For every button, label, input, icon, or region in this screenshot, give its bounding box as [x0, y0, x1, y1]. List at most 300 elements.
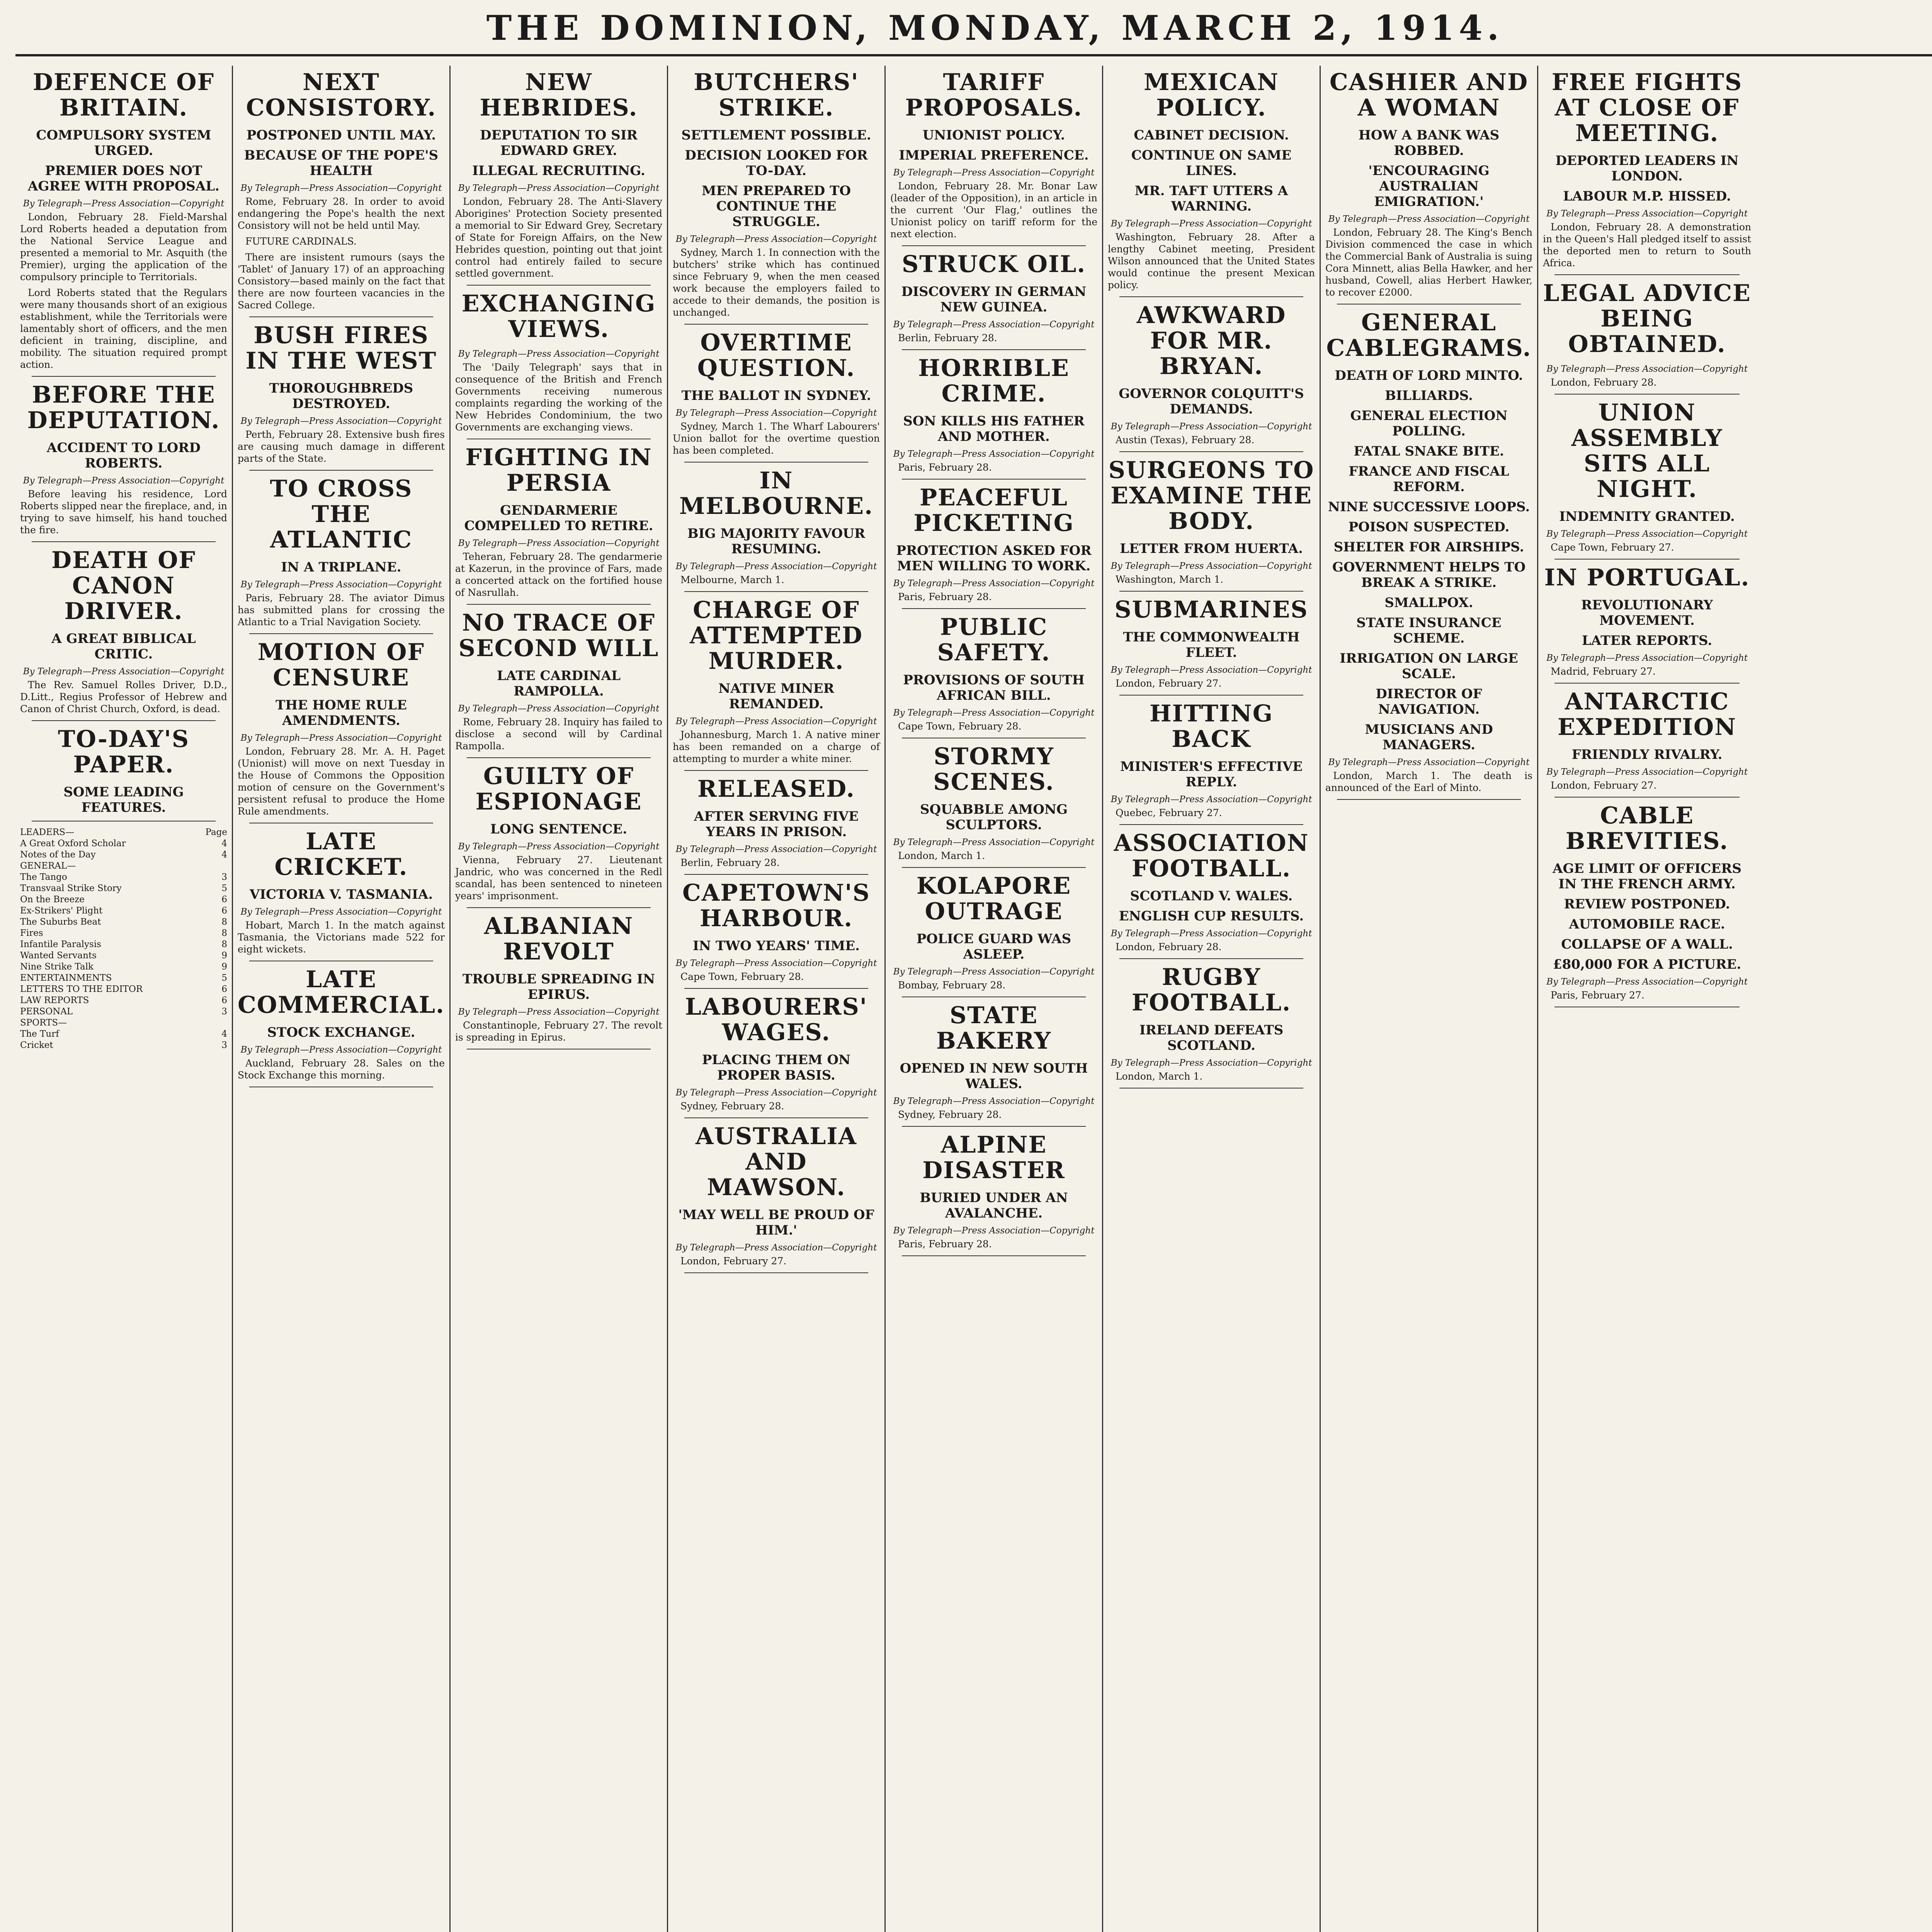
article-subheadline: NATIVE MINER REMANDED. — [718, 681, 834, 712]
article-headline: TO CROSS THE ATLANTIC — [270, 475, 413, 553]
contents-page: 4 — [221, 1029, 227, 1039]
article — [1543, 70, 1751, 275]
article-rule — [249, 470, 433, 471]
press-credit: By Telegraph—Press Association—Copyright — [240, 733, 442, 743]
article — [1108, 303, 1315, 452]
article-headline: IN MELBOURNE. — [679, 467, 874, 520]
contents-label: PERSONAL — [20, 1007, 73, 1017]
article-headline: UNION ASSEMBLY SITS ALL NIGHT. — [1571, 399, 1723, 503]
article-paragraph: The 'Daily Telegraph' says that in consequence of the British and French Governments receiving numerous complaints regarding the working of the New Hebrides Condominium, the two Governments are exchanging views. — [455, 362, 662, 433]
article-headline: FREE FIGHTS AT CLOSE OF MEETING. — [1551, 69, 1743, 147]
article-subheadline: SON KILLS HIS FATHER AND MOTHER. — [903, 413, 1085, 444]
press-credit: By Telegraph—Press Association—Copyright — [23, 476, 224, 486]
article-rule — [32, 720, 216, 721]
press-credit: By Telegraph—Press Association—Copyright — [893, 837, 1095, 847]
article-headline: RUGBY FOOTBALL. — [1131, 964, 1291, 1016]
article — [673, 994, 880, 1118]
article-paragraph: Sydney, March 1. In connection with the butchers' strike which has continued since February 9, when the men ceased work because the employers failed to accede to their demands, the position is unchanged. — [673, 247, 880, 318]
article-subheadline: FRIENDLY RIVALRY. — [1571, 747, 1723, 762]
article — [673, 468, 880, 592]
contents-label: SPORTS— — [20, 1018, 67, 1028]
press-credit: By Telegraph—Press Association—Copyright — [458, 349, 660, 359]
article-headline: TO-DAY'S PAPER. — [58, 726, 190, 778]
article-subheadline: REVIEW POSTPONED. — [1564, 896, 1730, 912]
contents-line — [20, 838, 227, 849]
article-paragraph: Berlin, February 28. — [898, 332, 997, 344]
column-8 — [1538, 66, 1756, 1932]
press-credit: By Telegraph—Press Association—Copyright — [893, 967, 1095, 977]
contents-label: Notes of the Day — [20, 850, 96, 860]
contents-line — [20, 849, 227, 861]
article-subheadline: MEN PREPARED TO CONTINUE THE STRUGGLE. — [701, 183, 851, 230]
article-subheadline: 'MAY WELL BE PROUD OF HIM.' — [678, 1207, 874, 1238]
article-headline: NEXT CONSISTORY. — [246, 69, 437, 121]
article-paragraph: London, February 28. The Anti-Slavery Aborigines' Protection Society presented a memorial to Sir Edward Grey, Secretary of State for Foreign Affairs, on the New Hebrides question, pointing out that joint control had entirely failed to secure settled government. — [455, 196, 662, 279]
article-rule — [684, 988, 868, 989]
contents-label: Ex-Strikers' Plight — [20, 906, 103, 916]
article-rule — [684, 1117, 868, 1118]
press-credit: By Telegraph—Press Association—Copyright — [675, 716, 877, 726]
article-rule — [1554, 683, 1740, 684]
article — [238, 639, 445, 823]
article-paragraph: London, March 1. The death is announced of the Earl of Minto. — [1325, 770, 1532, 793]
press-credit: By Telegraph—Press Association—Copyright — [675, 1243, 877, 1253]
article — [1543, 281, 1751, 395]
article-subheadline: STOCK EXCHANGE. — [267, 1025, 415, 1040]
article-rule — [1119, 824, 1303, 825]
article-paragraph: Sydney, March 1. The Wharf Labourers' Union ballot for the overtime question has been completed. — [673, 421, 880, 456]
masthead-rule — [15, 54, 1932, 56]
press-credit: By Telegraph—Press Association—Copyright — [1111, 665, 1312, 675]
contents-label: Transvaal Strike Story — [20, 883, 122, 893]
article-subheadline: IRELAND DEFEATS SCOTLAND. — [1139, 1022, 1284, 1053]
contents-page: 3 — [221, 1040, 227, 1050]
article — [1108, 457, 1315, 592]
article-rule — [684, 462, 868, 463]
article-subheadline: BURIED UNDER AN AVALANCHE. — [920, 1190, 1068, 1221]
article-headline: MEXICAN POLICY. — [1144, 69, 1279, 121]
article-headline: FIGHTING IN PERSIA — [465, 444, 652, 497]
article-subheadline: GENDARMERIE COMPELLED TO RETIRE. — [464, 503, 653, 534]
article-rule — [467, 285, 651, 286]
article — [890, 1132, 1097, 1256]
contents-page: 3 — [221, 1007, 227, 1017]
article-subheadline: GOVERNOR COLQUITT'S DEMANDS. — [1119, 386, 1304, 417]
article — [238, 476, 445, 634]
contents-label: The Tango — [20, 872, 67, 882]
press-credit: By Telegraph—Press Association—Copyright — [675, 844, 877, 854]
contents-page: 5 — [221, 973, 227, 983]
article-rule — [902, 1126, 1086, 1127]
press-credit: By Telegraph—Press Association—Copyright — [893, 168, 1095, 178]
contents-page: 8 — [221, 928, 227, 938]
article-subheadline: COLLAPSE OF A WALL. — [1561, 937, 1733, 952]
article — [673, 776, 880, 875]
article-rule — [1554, 559, 1740, 560]
contents-line — [20, 1029, 227, 1040]
article-rule — [1554, 274, 1740, 275]
article-subheadline: THE BALLOT IN SYDNEY. — [681, 388, 871, 403]
article — [890, 485, 1097, 609]
contents-label: Fires — [20, 928, 43, 938]
article-subheadline: DEPUTATION TO SIR EDWARD GREY. — [480, 128, 638, 158]
article-subheadline: 'ENCOURAGING AUSTRALIAN EMIGRATION.' — [1368, 163, 1490, 209]
article-subheadline: THE COMMONWEALTH FLEET. — [1123, 629, 1300, 660]
contents-line — [20, 928, 227, 939]
article-paragraph: London, February 27. — [1116, 678, 1222, 689]
article-paragraph: London, February 27. — [1551, 780, 1657, 791]
article-subheadline: MR. TAFT UTTERS A WARNING. — [1134, 183, 1288, 214]
article-paragraph: Lord Roberts stated that the Regulars were many thousands short of an exigious establishment, while the Territorials were lamentably short of officers, and the men deficient in training, discipline, and mobility. The situation required prompt action. — [20, 287, 227, 370]
article — [455, 764, 662, 908]
article-paragraph: Paris, February 28. — [898, 462, 992, 473]
article — [20, 382, 227, 542]
article-headline: LEGAL ADVICE BEING OBTAINED. — [1543, 280, 1751, 358]
article-headline: SURGEONS TO EXAMINE THE BODY. — [1108, 457, 1315, 535]
press-credit: By Telegraph—Press Association—Copyright — [240, 416, 442, 426]
article-subheadline: SMALLPOX. — [1384, 595, 1473, 611]
article-headline: PEACEFUL PICKETING — [913, 484, 1074, 537]
article — [1108, 701, 1315, 825]
article-subheadline: BILLIARDS. — [1385, 388, 1473, 403]
article-headline: NO TRACE OF SECOND WILL — [458, 609, 659, 662]
article-headline: NEW HEBRIDES. — [480, 69, 638, 121]
press-credit: By Telegraph—Press Association—Copyright — [1546, 977, 1748, 987]
article-subheadline: £80,000 FOR A PICTURE. — [1553, 957, 1742, 972]
article-paragraph: Quebec, February 27. — [1116, 807, 1222, 818]
article — [890, 70, 1097, 246]
contents-label: On the Breeze — [20, 895, 85, 905]
article — [1108, 964, 1315, 1088]
article-headline: CABLE BREVITIES. — [1565, 802, 1729, 855]
press-credit: By Telegraph—Press Association—Copyright — [1111, 794, 1312, 804]
article-rule — [467, 907, 651, 908]
article-paragraph: Perth, February 28. Extensive bush fires are causing much damage in different parts of the State. — [238, 429, 445, 464]
article-subheadline: LONG SENTENCE. — [490, 821, 628, 837]
article-subheadline: SCOTLAND V. WALES. — [1130, 888, 1293, 904]
article-paragraph: London, February 28. Field-Marshal Lord Roberts headed a deputation from the National Service League and presented a memorial to Mr. Asquith (the Premier), urging the application of the compulsory principle to Territorials. — [20, 211, 227, 282]
contents-line — [20, 984, 227, 995]
article-paragraph: Rome, February 28. Inquiry has failed to disclose a second will by Cardinal Rampolla. — [455, 716, 662, 752]
article-subheadline: PREMIER DOES NOT AGREE WITH PROPOSAL. — [28, 163, 219, 194]
contents-label: ENTERTAINMENTS — [20, 973, 112, 983]
article-rule — [249, 633, 433, 634]
masthead — [0, 0, 1932, 58]
contents-line — [20, 827, 227, 838]
article — [238, 323, 445, 471]
article-headline: GUILTY OF ESPIONAGE — [475, 763, 642, 815]
article — [1108, 597, 1315, 696]
contents-page: 9 — [221, 962, 227, 972]
article-subheadline: DEPORTED LEADERS IN LONDON. — [1555, 153, 1739, 184]
press-credit: By Telegraph—Press Association—Copyright — [458, 538, 660, 548]
article-rule — [902, 608, 1086, 609]
press-credit: By Telegraph—Press Association—Copyright — [675, 408, 877, 418]
article-subheadline: ILLEGAL RECRUITING. — [472, 163, 645, 179]
article-paragraph: Sydney, February 28. — [680, 1100, 784, 1112]
article — [890, 1003, 1097, 1127]
article-rule — [684, 874, 868, 875]
article-headline: BUSH FIRES IN THE WEST — [245, 322, 437, 374]
press-credit: By Telegraph—Press Association—Copyright — [893, 320, 1095, 330]
press-credit: By Telegraph—Press Association—Copyright — [675, 561, 877, 571]
article-headline: STRUCK OIL. — [901, 251, 1086, 278]
article — [455, 70, 662, 286]
article-subheadline: PROVISIONS OF SOUTH AFRICAN BILL. — [903, 672, 1085, 703]
article — [455, 610, 662, 758]
article-rule — [1554, 797, 1740, 798]
article-headline: KOLAPORE OUTRAGE — [916, 872, 1071, 925]
article-subheadline: COMPULSORY SYSTEM URGED. — [36, 128, 211, 158]
article — [238, 829, 445, 961]
article-subheadline: FRANCE AND FISCAL REFORM. — [1349, 464, 1509, 495]
article-subheadline: DISCOVERY IN GERMAN NEW GUINEA. — [901, 284, 1087, 315]
article-subheadline: LETTER FROM HUERTA. — [1120, 541, 1303, 556]
article-paragraph: London, February 28. The King's Bench Division commenced the case in which the Commercial Bank of Australia is suing Cora Minnett, alias Bella Hawker, and her husband, Cowell, alias Herbert Hawker, to recover £2000. — [1325, 227, 1532, 298]
article-subheadline: POSTPONED UNTIL MAY. — [246, 128, 436, 143]
contents-line — [20, 905, 227, 917]
article-rule — [902, 867, 1086, 868]
contents-page: 8 — [221, 939, 227, 949]
article-subheadline: ACCIDENT TO LORD ROBERTS. — [46, 440, 201, 471]
press-credit: By Telegraph—Press Association—Copyright — [23, 199, 224, 209]
article-paragraph: Auckland, February 28. Sales on the Stock Exchange this morning. — [238, 1058, 445, 1081]
article-subheadline: IRRIGATION ON LARGE SCALE. — [1340, 651, 1518, 682]
article-subheadline: DECISION LOOKED FOR TO-DAY. — [685, 148, 868, 179]
article-headline: LATE CRICKET. — [274, 828, 408, 881]
article-rule — [684, 1272, 868, 1273]
contents-label: The Suburbs Beat — [20, 917, 101, 927]
article-headline: LABOURERS' WAGES. — [685, 993, 868, 1046]
contents-label: Nine Strike Talk — [20, 962, 94, 972]
article-subheadline: CONTINUE ON SAME LINES. — [1131, 148, 1292, 179]
article — [673, 330, 880, 463]
article — [1543, 400, 1751, 560]
article-subheadline: LABOUR M.P. HISSED. — [1563, 189, 1731, 204]
contents-line — [20, 872, 227, 883]
article-rule — [467, 757, 651, 758]
press-credit: By Telegraph—Press Association—Copyright — [675, 958, 877, 968]
contents-line — [20, 1017, 227, 1029]
article-headline: EXCHANGING VIEWS. — [461, 290, 656, 343]
contents-label: GENERAL— — [20, 861, 76, 871]
press-credit: By Telegraph—Press Association—Copyright — [1546, 364, 1748, 374]
article-paragraph: Hobart, March 1. In the match against Tasmania, the Victorians made 522 for eight wickets. — [238, 920, 445, 955]
article-paragraph: The Rev. Samuel Rolles Driver, D.D., D.Litt., Regius Professor of Hebrew and Canon of Christ Church, Oxford, is dead. — [20, 679, 227, 714]
column-4 — [668, 66, 886, 1932]
article-subheadline: LATER REPORTS. — [1582, 633, 1713, 648]
contents-line — [20, 939, 227, 950]
contents-line — [20, 950, 227, 961]
contents-page: 4 — [221, 850, 227, 860]
article-rule — [1119, 591, 1303, 592]
article — [673, 597, 880, 771]
article-subheadline: SQUABBLE AMONG SCULPTORS. — [920, 802, 1068, 833]
article-paragraph: Before leaving his residence, Lord Roberts slipped near the fireplace, and, in trying to save himself, his hand touched the fire. — [20, 488, 227, 536]
article-paragraph: Austin (Texas), February 28. — [1116, 434, 1255, 446]
article — [1108, 830, 1315, 959]
article-paragraph: London, March 1. — [898, 850, 985, 861]
press-credit: By Telegraph—Press Association—Copyright — [458, 704, 660, 714]
article-subheadline: MUSICIANS AND MANAGERS. — [1365, 722, 1493, 753]
article-rule — [1119, 451, 1303, 452]
article-subheadline: LATE CARDINAL RAMPOLLA. — [497, 668, 621, 699]
article-rule — [249, 316, 433, 317]
article — [1543, 565, 1751, 684]
article-rule — [1554, 394, 1740, 395]
article-headline: DEFENCE OF BRITAIN. — [32, 69, 215, 121]
article-paragraph: London, February 28. Mr. Bonar Law (leader of the Opposition), in an article in the current 'Our Flag,' outlines the Unionist policy on tariff reform for the next election. — [890, 180, 1097, 240]
article-paragraph: Washington, March 1. — [1116, 574, 1223, 585]
contents-label: A Great Oxford Scholar — [20, 838, 126, 849]
contents-line — [20, 961, 227, 973]
press-credit: By Telegraph—Press Association—Copyright — [240, 907, 442, 917]
article-headline: CASHIER AND A WOMAN — [1329, 69, 1529, 121]
contents-line — [20, 995, 227, 1006]
article-subheadline: IN A TRIPLANE. — [281, 560, 401, 575]
article-rule — [1119, 958, 1303, 959]
article-subheadline: POLICE GUARD WAS ASLEEP. — [916, 931, 1071, 962]
article-subheadline: MINISTER'S EFFECTIVE REPLY. — [1120, 759, 1303, 790]
contents-line — [20, 917, 227, 928]
article-paragraph: Bombay, February 28. — [898, 980, 1006, 991]
press-credit: By Telegraph—Press Association—Copyright — [240, 183, 442, 193]
article-rule — [902, 245, 1086, 246]
article-paragraph: London, February 28. Mr. A. H. Paget (Unionist) will move on next Tuesday in the House of Commons the Opposition motion of censure on the Government's persistent refusal to produce the Home Rule amendments. — [238, 746, 445, 817]
article — [238, 70, 445, 317]
article — [1543, 689, 1751, 798]
article-headline: STORMY SCENES. — [933, 743, 1054, 796]
article-rule — [684, 770, 868, 771]
article-paragraph: Berlin, February 28. — [680, 857, 780, 868]
article — [1325, 70, 1532, 304]
article-rule — [32, 376, 216, 377]
article-paragraph: London, March 1. — [1116, 1071, 1203, 1082]
contents-page: 8 — [221, 917, 227, 927]
contents-line — [20, 861, 227, 872]
contents-line — [20, 883, 227, 894]
contents-line — [20, 973, 227, 984]
newspaper-title: THE DOMINION, MONDAY, MARCH 2, 1914. — [486, 8, 1504, 48]
press-credit: By Telegraph—Press Association—Copyright — [1111, 561, 1312, 571]
article-paragraph: London, February 28. — [1116, 941, 1222, 952]
article-subheadline: NINE SUCCESSIVE LOOPS. — [1328, 499, 1530, 515]
press-credit: By Telegraph—Press Association—Copyright — [1111, 219, 1312, 229]
article-subheadline: FATAL SNAKE BITE. — [1354, 444, 1504, 459]
press-credit: By Telegraph—Press Association—Copyright — [1546, 209, 1748, 219]
article-headline: ALPINE DISASTER — [922, 1131, 1065, 1184]
article-paragraph: Washington, February 28. After a lengthy Cabinet meeting, President Wilson announced that the United States would continue the present Mexican policy. — [1108, 231, 1315, 291]
press-credit: By Telegraph—Press Association—Copyright — [1328, 757, 1530, 767]
column-2 — [233, 66, 451, 1932]
article-subheadline: AFTER SERVING FIVE YEARS IN PRISON. — [694, 809, 859, 840]
article-subheadline: SETTLEMENT POSSIBLE. — [681, 128, 871, 143]
article-paragraph: FUTURE CARDINALS. — [245, 236, 357, 247]
article — [20, 726, 227, 821]
press-credit: By Telegraph—Press Association—Copyright — [458, 183, 660, 193]
article-subheadline: INDEMNITY GRANTED. — [1559, 509, 1735, 524]
press-credit: By Telegraph—Press Association—Copyright — [675, 234, 877, 244]
article-headline: DEATH OF CANON DRIVER. — [51, 547, 196, 625]
article — [1325, 310, 1532, 800]
article-subheadline: IMPERIAL PREFERENCE. — [899, 148, 1089, 163]
article-paragraph: Melbourne, March 1. — [680, 574, 784, 585]
newspaper-columns — [15, 66, 1932, 1932]
article-paragraph: Paris, February 27. — [1551, 990, 1645, 1001]
article-subheadline: BIG MAJORITY FAVOUR RESUMING. — [687, 526, 866, 557]
press-credit: By Telegraph—Press Association—Copyright — [1111, 1058, 1312, 1068]
article-paragraph: Cape Town, February 28. — [898, 721, 1022, 732]
article-headline: STATE BAKERY — [936, 1002, 1051, 1054]
contents-label: Cricket — [20, 1040, 53, 1050]
press-credit: By Telegraph—Press Association—Copyright — [23, 667, 224, 677]
contents-label: Wanted Servants — [20, 951, 97, 961]
article-subheadline: PROTECTION ASKED FOR MEN WILLING TO WORK. — [896, 543, 1092, 574]
article-headline: ASSOCIATION FOOTBALL. — [1114, 830, 1309, 882]
article — [455, 291, 662, 439]
article — [455, 445, 662, 605]
article-paragraph: London, February 28. A demonstration in the Queen's Hall pledged itself to assist the deported men to return to South Africa. — [1543, 221, 1751, 269]
contents-label: The Turf — [20, 1029, 59, 1039]
article-headline: ALBANIAN REVOLT — [484, 913, 634, 965]
article-paragraph: Sydney, February 28. — [898, 1109, 1002, 1120]
article — [673, 1124, 880, 1273]
article-headline: SUBMARINES — [1114, 596, 1308, 623]
article — [890, 252, 1097, 350]
press-credit: By Telegraph—Press Association—Copyright — [675, 1088, 877, 1098]
article-headline: AWKWARD FOR MR. BRYAN. — [1136, 302, 1286, 380]
column-1 — [15, 66, 233, 1932]
article-headline: AUSTRALIA AND MAWSON. — [695, 1123, 857, 1201]
article — [238, 967, 445, 1087]
article-headline: GENERAL CABLEGRAMS. — [1326, 309, 1532, 362]
article-headline: BEFORE THE DEPUTATION. — [27, 381, 220, 434]
press-credit: By Telegraph—Press Association—Copyright — [893, 708, 1095, 718]
article-paragraph: There are insistent rumours (says the 'Tablet' of January 17) of an approaching Consistory—based mainly on the fact that there are now fourteen vacancies in the Sacred College. — [238, 252, 445, 311]
press-credit: By Telegraph—Press Association—Copyright — [240, 1045, 442, 1055]
press-credit: By Telegraph—Press Association—Copyright — [1111, 929, 1312, 939]
column-5 — [886, 66, 1103, 1932]
article — [890, 744, 1097, 868]
article-headline: ANTARCTIC EXPEDITION — [1557, 688, 1737, 741]
article — [890, 873, 1097, 997]
article-rule — [1119, 296, 1303, 297]
article — [1543, 803, 1751, 1007]
article-paragraph: Madrid, February 27. — [1551, 666, 1656, 677]
contents-page: 6 — [221, 984, 227, 994]
article-headline: OVERTIME QUESTION. — [697, 329, 855, 382]
article-subheadline: PLACING THEM ON PROPER BASIS. — [702, 1052, 851, 1083]
contents-page: Page — [205, 827, 227, 837]
article-subheadline: TROUBLE SPREADING IN EPIRUS. — [462, 971, 655, 1002]
press-credit: By Telegraph—Press Association—Copyright — [1328, 214, 1530, 224]
press-credit: By Telegraph—Press Association—Copyright — [1546, 767, 1748, 777]
article — [20, 548, 227, 721]
article-subheadline: A GREAT BIBLICAL CRITIC. — [51, 631, 196, 662]
article-subheadline: THE HOME RULE AMENDMENTS. — [275, 697, 407, 728]
article-headline: BUTCHERS' STRIKE. — [694, 69, 859, 121]
article-paragraph: Cape Town, February 28. — [680, 971, 804, 982]
article-headline: HORRIBLE CRIME. — [918, 355, 1070, 407]
article-paragraph: Constantinople, February 27. The revolt is spreading in Epirus. — [455, 1020, 662, 1043]
column-3 — [451, 66, 668, 1932]
article — [455, 913, 662, 1049]
press-credit: By Telegraph—Press Association—Copyright — [893, 449, 1095, 459]
article-subheadline: HOW A BANK WAS ROBBED. — [1358, 128, 1500, 158]
press-credit: By Telegraph—Press Association—Copyright — [1546, 529, 1748, 539]
article-headline: PUBLIC SAFETY. — [937, 614, 1051, 666]
article-rule — [684, 324, 868, 325]
